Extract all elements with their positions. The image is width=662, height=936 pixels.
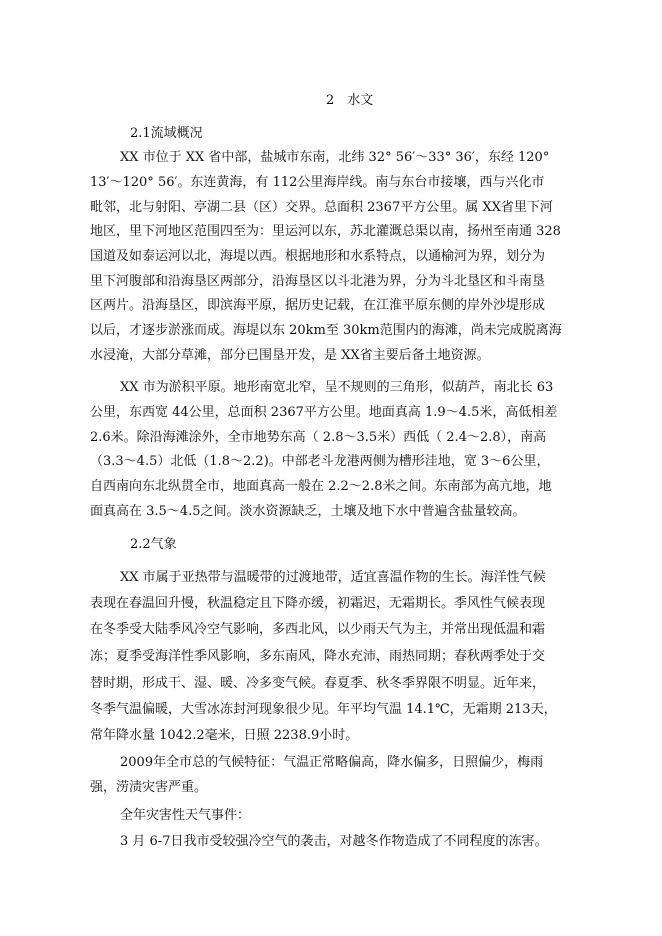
paragraph-line: 里下河腹部和沿海垦区两部分，沿海垦区以斗北港为界，分为斗北垦区和斗南垦 bbox=[90, 274, 546, 289]
paragraph-line: （3.3～4.5）北低（1.8～2.2)。中部老斗龙港两侧为槽形洼地，宽 3～6公里， bbox=[90, 454, 550, 469]
paragraph-line: 3 月 6-7日我市受较强冷空气的袭击，对越冬作物造成了不同程度的冻害。 bbox=[120, 834, 548, 849]
section-title: 2 水文 bbox=[326, 93, 374, 108]
subsection-heading-watershed: 2.1流域概况 bbox=[130, 126, 203, 141]
paragraph-line: 毗邻，北与射阳、亭湖二县（区）交界。总面积 2367平方公里。属 XX省里下河 bbox=[90, 200, 553, 215]
paragraph-line: 地区，里下河地区范围四至为：里运河以东，苏北灌溉总渠以南，扬州至南通 328 bbox=[90, 224, 561, 239]
paragraph-line: 2009年全市总的气候特征：气温正常略偏高，降水偏多，日照偏少，梅雨 bbox=[120, 755, 544, 770]
paragraph-line: XX 市为淤积平原。地形南宽北窄，呈不规则的三角形，似葫芦，南北长 63 bbox=[120, 380, 554, 395]
paragraph-line: XX 市属于亚热带与温暖带的过渡地带，适宜喜温作物的生长。海洋性气候 bbox=[120, 570, 546, 585]
paragraph-line: 冬季气温偏暖，大雪冰冻封河现象很少见。年平均气温 14.1℃，无霜期 213天， bbox=[90, 702, 557, 717]
paragraph-line: 全年灾害性天气事件： bbox=[120, 808, 251, 823]
paragraph-line: 面真高在 3.5～4.5之间。淡水资源缺乏，土壤及地下水中普遍含盐量较高。 bbox=[90, 504, 526, 519]
paragraph-line: 以后，才逐步淤涨而成。海堤以东 20km至 30km范围内的海滩，尚未完成脱离海 bbox=[90, 323, 562, 338]
paragraph-line: 强，涝渍灾害严重。 bbox=[90, 780, 208, 795]
paragraph-line: 2.6米。除沿海滩涂外，全市地势东高（ 2.8～3.5米）西低（ 2.4～2.8），南高 bbox=[90, 430, 547, 445]
paragraph-line: 表现在春温回升慢，秋温稳定且下降亦缓，初霜迟，无霜期长。季风性气候表现 bbox=[90, 596, 546, 611]
subsection-heading-climate: 2.2气象 bbox=[130, 537, 177, 552]
paragraph-line: 国道及如泰运河以北，海堤以西。根据地形和水系特点，以通榆河为界，划分为 bbox=[90, 249, 546, 264]
paragraph-line: 区两片。沿海垦区，即滨海平原，据历史记载，在江淮平原东侧的岸外沙堤形成 bbox=[90, 298, 546, 313]
paragraph-line: 替时期，形成干、湿、暖、冷多变气候。春夏季、秋冬季界限不明显。近年来， bbox=[90, 676, 546, 691]
paragraph-line: 自西南向东北纵贯全市，地面真高一般在 2.2～2.8米之间。东南部为高亢地，地 bbox=[90, 479, 552, 494]
paragraph-line: 水浸淹，大部分草滩，部分已围垦开发，是 XX省主要后备土地资源。 bbox=[90, 348, 490, 363]
paragraph-line: 冻；夏季受海洋性季风影响，多东南风，降水充沛，雨热同期；春秋两季处于交 bbox=[90, 649, 546, 664]
paragraph-line: 公里，东西宽 44公里，总面积 2367平方公里。地面真高 1.9～4.5米，高低相差 bbox=[90, 405, 558, 420]
paragraph-line: 在冬季受大陆季风冷空气影响，多西北风，以少雨天气为主，并常出现低温和霜 bbox=[90, 622, 546, 637]
paragraph-line: 13′～120° 56′。东连黄海，有 112公里海岸线。南与东台市接壤，西与兴化市 bbox=[90, 175, 545, 190]
paragraph-line: 常年降水量 1042.2毫米，日照 2238.9小时。 bbox=[90, 728, 359, 743]
paragraph-line: XX 市位于 XX 省中部，盐城市东南，北纬 32° 56′～33° 36′，东经 120° bbox=[120, 150, 550, 165]
